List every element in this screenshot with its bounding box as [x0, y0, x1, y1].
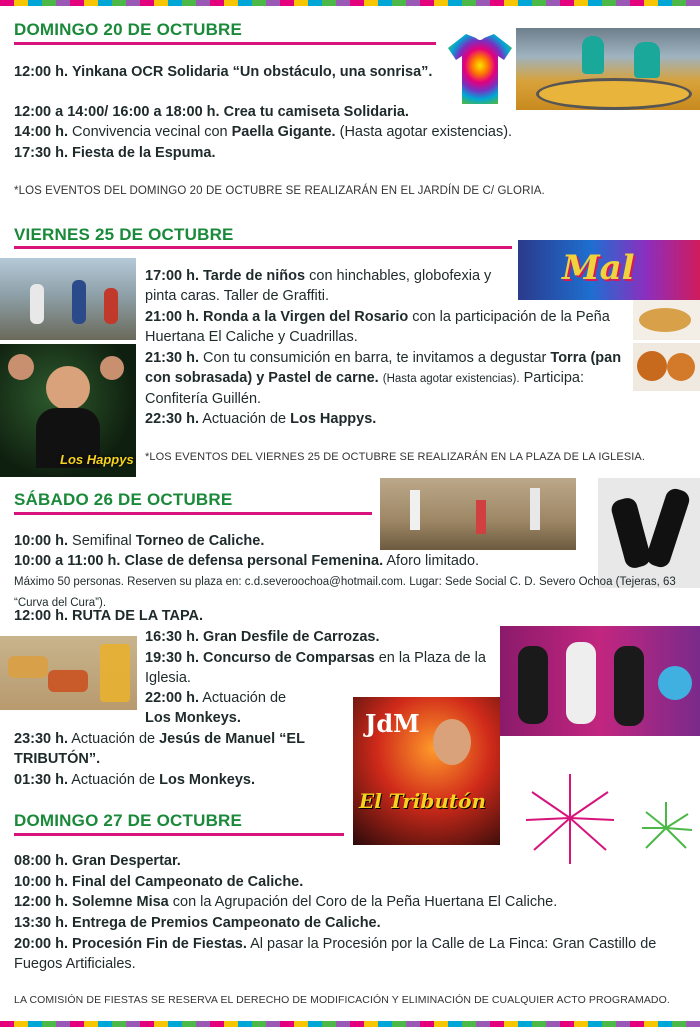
event-sat26-7: 23:30 h. Actuación de Jesús de Manuel “EL TRIBUTÓN”.	[14, 731, 305, 767]
heading-rule	[14, 246, 512, 249]
kids-running-photo	[0, 258, 136, 340]
heading-rule	[14, 833, 344, 836]
caliche-tournament-photo	[380, 478, 576, 550]
graffiti-photo	[518, 240, 700, 300]
heading-viernes-25: VIERNES 25 DE OCTUBRE	[14, 225, 234, 244]
heading-sabado-26: SÁBADO 26 DE OCTUBRE	[14, 490, 233, 509]
heading-rule	[14, 42, 436, 45]
event-fri25-2: 21:00 h. Ronda a la Virgen del Rosario con la participación de la Peña Huertana El Caliche y Cuadrillas.	[145, 309, 610, 345]
event-sat26-1: 10:00 h. Semifinal Torneo de Caliche.	[14, 533, 265, 549]
event-sun27-2: 10:00 h. Final del Campeonato de Caliche.	[14, 874, 304, 890]
note-viernes-25: *LOS EVENTOS DEL VIERNES 25 DE OCTUBRE SE REALIZARÁN EN LA PLAZA DE LA IGLESIA.	[145, 451, 646, 463]
heading-domingo-27: DOMINGO 27 DE OCTUBRE	[14, 811, 243, 830]
event-sat26-5: 19:30 h. Concurso de Comparsas en la Plaza de la Iglesia.	[145, 650, 486, 686]
event-sun27-4: 13:30 h. Entrega de Premios Campeonato de Caliche.	[14, 915, 381, 931]
heading-domingo-20: DOMINGO 20 DE OCTUBRE	[14, 20, 243, 39]
paella-photo	[516, 28, 700, 110]
event-sat26-3: 12:00 h. RUTA DE LA TAPA.	[14, 608, 204, 624]
fireworks-image	[510, 768, 700, 868]
jdm-logo: JdM	[365, 709, 420, 738]
los-happys-photo	[0, 344, 136, 477]
pastel-de-carne-photo	[633, 343, 700, 391]
footer-disclaimer: LA COMISIÓN DE FIESTAS SE RESERVA EL DERECHO DE MODIFICACIÓN Y ELIMINACIÓN DE CUALQUIER ACTO PROGRAMADO.	[14, 994, 670, 1006]
event-sun20-3: 14:00 h. Convivencia vecinal con Paella Gigante. (Hasta agotar existencias).	[14, 124, 513, 140]
event-sat26-6: 22:00 h. Actuación de Los Monkeys.	[145, 690, 287, 726]
event-sat26-4: 16:30 h. Gran Desfile de Carrozas.	[145, 629, 380, 645]
heading-rule	[14, 512, 372, 515]
event-sun20-4: 17:30 h. Fiesta de la Espuma.	[14, 145, 216, 161]
event-sat26-2: 10:00 a 11:00 h. Clase de defensa personal Femenina. Aforo limitado. Máximo 50 personas. Reserven su plaza en: c.d.severoochoa@hotmail.com. Lugar: Sede Social C. D. Severo Ochoa (Tejeras, 63 “Curva del Cura”).	[14, 553, 676, 609]
graffiti-text: Mal	[562, 248, 635, 288]
event-fri25-3: 21:30 h. Con tu consumición en barra, te invitamos a degustar Torra (pan con sobrasada) y Pastel de carne. (Hasta agotar existencias). Participa: Confitería Guillén.	[145, 350, 622, 407]
event-sun20-1: 12:00 h. Yinkana OCR Solidaria “Un obstáculo, una sonrisa”.	[14, 64, 433, 80]
bottom-decoration	[0, 1021, 700, 1027]
event-sat26-8: 01:30 h. Actuación de Los Monkeys.	[14, 772, 255, 788]
event-sun27-1: 08:00 h. Gran Despertar.	[14, 853, 181, 869]
tie-dye-shirt-image	[446, 30, 514, 106]
tapas-photo	[0, 636, 137, 710]
los-monkeys-photo	[500, 626, 700, 736]
tributon-poster	[353, 697, 500, 845]
los-happys-logo: Los Happys	[60, 452, 134, 467]
event-fri25-4: 22:30 h. Actuación de Los Happys.	[145, 411, 377, 427]
tributon-logo: El Tributón	[359, 789, 487, 813]
event-sun20-2: 12:00 a 14:00/ 16:00 a 18:00 h. Crea tu camiseta Solidaria.	[14, 104, 409, 120]
event-sun27-5: 20:00 h. Procesión Fin de Fiestas. Al pasar la Procesión por la Calle de La Finca: Gran Castillo de Fuegos Artificiales.	[14, 936, 657, 972]
torra-photo	[633, 300, 700, 340]
event-sun27-3: 12:00 h. Solemne Misa con la Agrupación del Coro de la Peña Huertana El Caliche.	[14, 894, 558, 910]
event-fri25-1: 17:00 h. Tarde de niños con hinchables, globofexia y pinta caras. Taller de Graffiti.	[145, 268, 492, 304]
note-domingo-20: *LOS EVENTOS DEL DOMINGO 20 DE OCTUBRE SE REALIZARÁN EN EL JARDÍN DE C/ GLORIA.	[14, 185, 545, 197]
top-decoration	[0, 0, 700, 6]
